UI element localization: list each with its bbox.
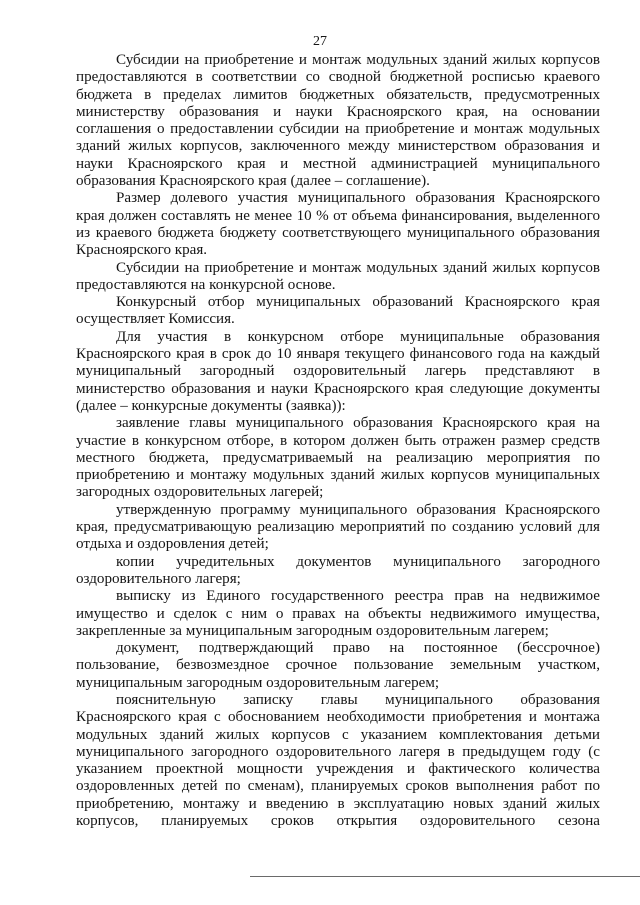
paragraph-cofinancing-share: Размер долевого участия муниципального образования Красноярского края должен составлять не менее 10 % от объема финансирования, выделенного из краевого бюджета бюджету соответствующего муниципального образования Красноярского края. — [76, 190, 600, 259]
paragraph-head-application: заявление главы муниципального образования Красноярского края на участие в конкурсном отборе, в котором должен быть отражен размер средств местного бюджета, предусматриваемый на реализацию мероприятия по приобретению и монтажу модульных зданий жилых корпусов муниципальных загородных оздоровительных лагерей; — [76, 415, 600, 501]
paragraph-subsidy-provision: Субсидии на приобретение и монтаж модульных зданий жилых корпусов предоставляются в соответствии со сводной бюджетной росписью краевого бюджета в пределах лимитов бюджетных обязательств, предусмотренных министерству образования и науки Красноярского края, на основании соглашения о предоставлении субсидии на приобретение и монтаж модульных зданий жилых корпусов, заключенного между министерством образования и науки Красноярского края и местной администрацией муниципального образования Красноярского края (далее – соглашение). — [76, 52, 600, 190]
paragraph-approved-program: утвержденную программу муниципального образования Красноярского края, предусматривающую реализацию мероприятий по созданию условий для отдыха и оздоровления детей; — [76, 501, 600, 553]
document-body — [76, 52, 600, 830]
paragraph-registry-extract: выписку из Единого государственного реестра прав на недвижимое имущество и сделок с ним о правах на объекты недвижимого имущества, закрепленные за муниципальным загородным оздоровительным лагерем; — [76, 588, 600, 639]
page-number: 27 — [313, 34, 327, 49]
paragraph-participation-documents: Для участия в конкурсном отборе муниципальные образования Красноярского края в срок до 10 января текущего финансового года на каждый муниципальный загородный оздоровительный лагерь представляют в министерство образования и науки Красноярского края следующие документы (далее – конкурсные документы (заявка)): — [76, 328, 600, 414]
paragraph-competitive-basis: Субсидии на приобретение и монтаж модульных зданий жилых корпусов предоставляются на конкурсной основе. — [76, 259, 600, 293]
paragraph-land-right-document: документ, подтверждающий право на постоянное (бессрочное) пользование, безвозмездное срочное пользование земельным участком, муниципальным загородным оздоровительным лагерем; — [76, 640, 600, 691]
paragraph-charter-copies: копии учредительных документов муниципального загородного оздоровительного лагеря; — [76, 553, 600, 587]
paragraph-explanatory-note: пояснительную записку главы муниципального образования Красноярского края с обоснованием необходимости приобретения и монтажа модульных зданий жилых корпусов с указанием комплектования детьми муниципального загородного оздоровительного лагеря в предыдущем году (с указанием проектной мощности учреждения и фактического количества оздоровленных детей по сменам), планируемых сроков выполнения работ по приобретению, монтажу и введению в эксплуатацию новых зданий жилых корпусов, планируемых сроков открытия оздоровительного сезона — [76, 691, 600, 830]
paragraph-commission: Конкурсный отбор муниципальных образований Красноярского края осуществляет Комиссия. — [76, 294, 600, 328]
footer-rule — [250, 876, 640, 877]
